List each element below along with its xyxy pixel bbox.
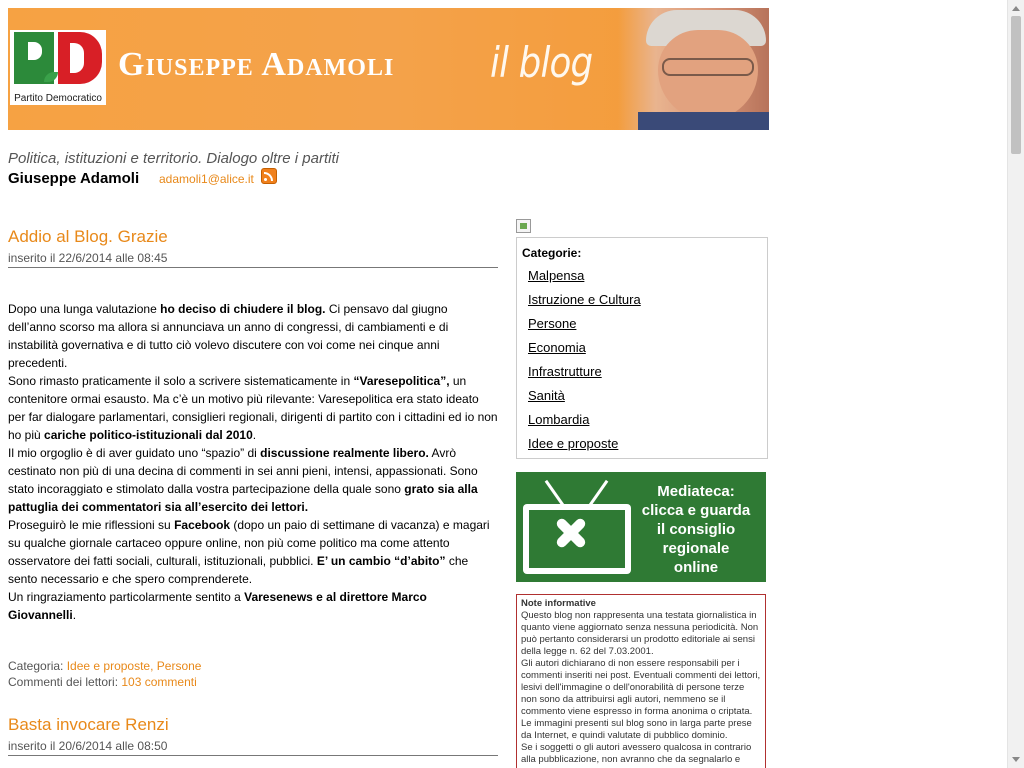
comments-label: Commenti dei lettori: bbox=[8, 675, 122, 689]
post-category-links[interactable]: Idee e proposte, Persone bbox=[66, 659, 202, 673]
comments-link[interactable]: 103 commenti bbox=[121, 675, 197, 689]
post-text-bold: ho deciso di chiudere il blog. bbox=[160, 302, 326, 316]
author-portrait bbox=[618, 8, 769, 130]
post-text-bold: “Varesepolitica”, bbox=[353, 374, 450, 388]
post-text: Avrò cestinato non più di una decina di commenti in sei anni pieni, intensi, appassionati. Sono stato incoraggiato e stimolato dalla vostra partecipazione della quale sono bbox=[8, 446, 478, 496]
post-text-bold: discussione realmente libero. bbox=[260, 446, 429, 460]
portrait-suit bbox=[638, 112, 769, 130]
banner-blog-title: il blog bbox=[490, 38, 593, 87]
pd-logo bbox=[10, 30, 106, 105]
category-link-persone[interactable]: Persone bbox=[528, 316, 577, 331]
category-link-malpensa[interactable]: Malpensa bbox=[528, 268, 585, 283]
category-link-infrastrutture[interactable]: Infrastrutture bbox=[528, 364, 602, 379]
post-text: Ci pensavo dal giugno dell’anno scorso ma allora si annunciava un anno di congressi, di cambiamenti e di instabilità governativa e di tutto ciò volevo discutere con voi come nei cinque anni precedenti. bbox=[8, 302, 449, 370]
notes-title: Note informative bbox=[521, 598, 596, 609]
post-text: un contenitore ormai esausto. Ma c’è un motivo più rilevante: Varesepolitica era stato ideato per far dialogare parlamentari, consiglieri regionali, dirigenti di partito con i cittadini ed io non ho più bbox=[8, 374, 498, 442]
list-item bbox=[528, 436, 641, 460]
post-title[interactable]: Basta invocare Renzi bbox=[8, 715, 169, 734]
mediateca-banner[interactable] bbox=[516, 472, 766, 582]
post-date: inserito il 20/6/2014 alle 08:50 bbox=[8, 739, 498, 756]
rss-icon[interactable] bbox=[261, 168, 277, 184]
mediateca-line: il consiglio bbox=[656, 521, 736, 538]
banner-author-name: Giuseppe Adamoli bbox=[118, 46, 395, 83]
list-item bbox=[528, 412, 641, 436]
post-text-bold: grato sia alla pattuglia dei commentatori sia all’esercito dei lettori. bbox=[8, 482, 478, 514]
categories-list bbox=[528, 268, 641, 460]
category-label: Categoria: bbox=[8, 659, 67, 673]
post-date: inserito il 22/6/2014 alle 08:45 bbox=[8, 251, 498, 268]
vertical-scrollbar[interactable] bbox=[1007, 0, 1024, 768]
post-text-bold: Varesenews e al direttore Marco Giovannelli bbox=[8, 590, 427, 622]
list-item bbox=[528, 268, 641, 292]
category-link-istruzione[interactable]: Istruzione e Cultura bbox=[528, 292, 641, 307]
post-text-bold: E’ un cambio “d’abito” bbox=[316, 554, 446, 568]
post-text: . bbox=[72, 608, 77, 622]
author-name: Giuseppe Adamoli bbox=[8, 170, 140, 187]
post-text: (dopo un paio di settimane di vacanza) e magari su qualche giornale cartaceo oppure online, non più come politico ma come attento osservatore dei fatti sociali, culturali, istituzionali, pubblici. bbox=[8, 518, 490, 568]
mediateca-line: Mediateca: bbox=[657, 483, 735, 500]
notes-paragraph: Le immagini presenti sul blog sono in larga parte prese da Internet, e quindi valutate di pubblico dominio. bbox=[521, 718, 752, 741]
header-banner[interactable] bbox=[8, 8, 769, 130]
post-text: . bbox=[252, 428, 257, 442]
categories-title: Categorie: bbox=[522, 246, 582, 260]
post-text: Il mio orgoglio è di aver guidato uno “spazio” di bbox=[8, 446, 261, 460]
category-link-lombardia[interactable]: Lombardia bbox=[528, 412, 590, 427]
post-text-bold: cariche politico-istituzionali dal 2010 bbox=[44, 428, 253, 442]
post-text: che sento necessario e che spero comprenderete. bbox=[8, 554, 469, 586]
tv-antenna-left bbox=[545, 480, 565, 506]
logo-letter-d bbox=[58, 32, 102, 84]
post-body bbox=[8, 300, 498, 624]
post-text: Un ringraziamento particolarmente sentito a bbox=[8, 590, 245, 604]
mediateca-line: regionale bbox=[662, 540, 730, 557]
post-text: Proseguirò le mie riflessioni su bbox=[8, 518, 175, 532]
site-tagline: Politica, istituzioni e territorio. Dialogo oltre i partiti bbox=[8, 150, 339, 167]
post bbox=[8, 715, 498, 756]
scroll-down-arrow-icon[interactable] bbox=[1012, 757, 1020, 762]
mediateca-line: clicca e guarda bbox=[641, 502, 751, 519]
post-text-bold: Facebook bbox=[174, 518, 231, 532]
list-item bbox=[528, 292, 641, 316]
notes-box bbox=[516, 594, 766, 768]
list-item bbox=[528, 364, 641, 388]
mediateca-text bbox=[626, 482, 766, 577]
category-link-sanita[interactable]: Sanità bbox=[528, 388, 565, 403]
author-email-link[interactable]: adamoli1@alice.it bbox=[159, 172, 254, 186]
tv-icon bbox=[523, 504, 631, 574]
logo-caption: Partito Democratico bbox=[14, 93, 102, 104]
list-item bbox=[528, 388, 641, 412]
portrait-glasses bbox=[662, 58, 754, 76]
scroll-up-arrow-icon[interactable] bbox=[1012, 6, 1020, 11]
notes-paragraph: Questo blog non rappresenta una testata giornalistica in quanto viene aggiornato senza nessuna periodicità. Non può pertanto considerarsi un prodotto editoriale ai sensi della legge n. 62 del 7.03.2001. bbox=[521, 610, 759, 657]
scrollbar-thumb[interactable] bbox=[1011, 16, 1021, 154]
post-text: Dopo una lunga valutazione bbox=[8, 302, 161, 316]
list-item bbox=[528, 340, 641, 364]
list-item bbox=[528, 316, 641, 340]
category-link-economia[interactable]: Economia bbox=[528, 340, 586, 355]
post-meta bbox=[8, 658, 498, 690]
broken-image-icon bbox=[516, 219, 531, 233]
notes-paragraph: Gli autori dichiarano di non essere responsabili per i commenti inseriti nei post. Eventuali commenti dei lettori, lesivi dell'immagine o dell'onorabilità di persone terze non sono da attribuirsi agli autori, nemmeno se il commento viene espresso in forma anonima o criptata. bbox=[521, 658, 761, 717]
category-link-idee[interactable]: Idee e proposte bbox=[528, 436, 619, 451]
tv-antenna-right bbox=[589, 480, 609, 506]
post bbox=[8, 227, 498, 690]
categories-box bbox=[516, 237, 768, 459]
post-text: Sono rimasto praticamente il solo a scrivere sistematicamente in bbox=[8, 374, 354, 388]
notes-paragraph: Se i soggetti o gli autori avessero qualcosa in contrario alla pubblicazione, non avranno che da segnalarlo e bbox=[521, 742, 752, 765]
mediateca-line: online bbox=[673, 559, 719, 576]
post-title[interactable]: Addio al Blog. Grazie bbox=[8, 227, 168, 246]
